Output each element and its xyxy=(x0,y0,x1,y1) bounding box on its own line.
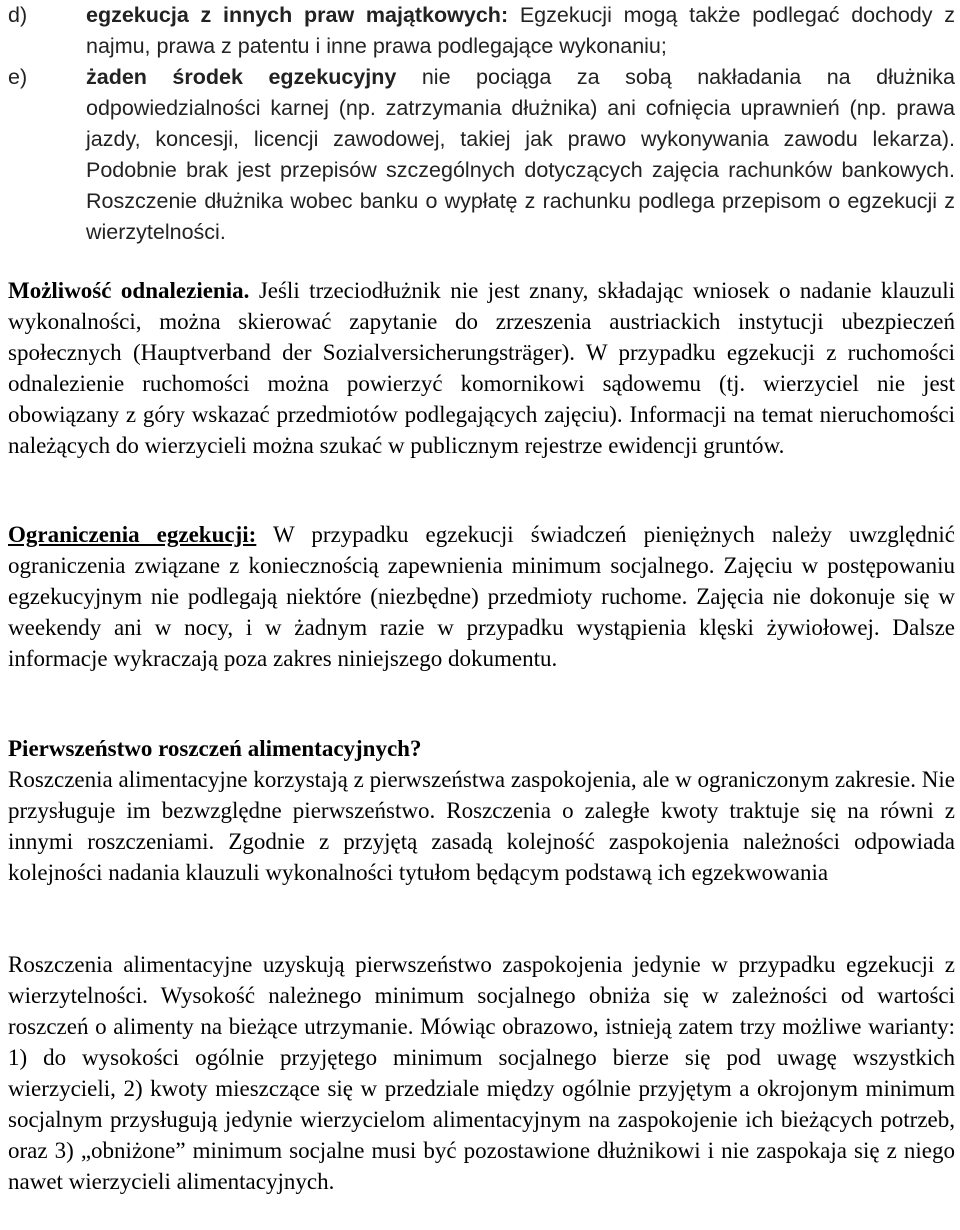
list-item-text: nie pociąga za sobą nakładania na dłużnika odpowiedzialności karnej (np. zatrzymania dłużnika) ani cofnięcia uprawnień (np. prawa jazdy, koncesji, licencji zawodowej, takiej jak prawo wykonywania zawodu lekarza). Podobnie brak jest przepisów szczególnych dotyczących zajęcia rachunków bankowych. Roszczenie dłużnika wobec banku o wypłatę z rachunku podlega przepisom o egzekucji z wierzytelności. xyxy=(86,65,956,244)
paragraph-text: Roszczenia alimentacyjne uzyskują pierwszeństwo zaspokojenia jedynie w przypadku egzekucji z wierzytelności. Wysokość należnego minimum socjalnego obniża się w zależności od wartości roszczeń o alimenty na bieżące utrzymanie. Mówiąc obrazowo, istnieją zatem trzy możliwe warianty: 1) do wysokości ogólnie przyjętego minimum socjalnego bierze się pod uwagę wszystkich wierzycieli, 2) kwoty mieszczące się w przedziale między ogólnie przyjętym a okrojonym minimum socjalnym przysługują jedynie wierzycielom alimentacyjnym na zaspokojenie ich bieżących potrzeb, oraz 3) „obniżone” minimum socjalne musi być pozostawione dłużnikowi i nie zaspokaja się z niego nawet wierzycieli alimentacyjnych. xyxy=(8,952,955,1194)
section-heading: Pierwszeństwo roszczeń alimentacyjnych? xyxy=(8,736,422,761)
section-maintenance-priority xyxy=(8,733,955,888)
section-heading: Ograniczenia egzekucji: xyxy=(8,522,257,547)
section-heading: Możliwość odnalezienia. xyxy=(8,278,250,303)
list-item-label: e) xyxy=(8,65,28,89)
section-enforcement-limits xyxy=(8,519,955,674)
list-item-text: Egzekucji mogą także podlegać dochody z najmu, prawa z patentu i inne prawa podlegające wykonaniu; xyxy=(86,3,955,58)
list-item-heading: egzekucja z innych praw majątkowych: xyxy=(86,3,509,27)
paragraph-final xyxy=(8,949,955,1197)
section-possibility-of-locating xyxy=(8,275,955,461)
section-text: W przypadku egzekucji świadczeń pieniężnych należy uwzględnić ograniczenia związane z koniecznością zapewnienia minimum socjalnego. Zajęciu w postępowaniu egzekucyjnym nie podlegają niektóre (niezbędne) przedmioty ruchome. Zajęcia nie dokonuje się w weekendy ani w nocy, i w żadnym razie w przypadku wystąpienia klęski żywiołowej. Dalsze informacje wykraczają poza zakres niniejszego dokumentu. xyxy=(8,522,955,671)
list-item-e xyxy=(0,62,955,248)
section-text: Jeśli trzeciodłużnik nie jest znany, składając wniosek o nadanie klauzuli wykonalności, można skierować zapytanie do zrzeszenia austriackich instytucji ubezpieczeń społecznych (Hauptverband der Sozialversicherungsträger). W przypadku egzekucji z ruchomości odnalezienie ruchomości można powierzyć komornikowi sądowemu (tj. wierzyciel nie jest obowiązany z góry wskazać przedmiotów podlegających zajęciu). Informacji na temat nieruchomości należących do wierzycieli można szukać w publicznym rejestrze ewidencji gruntów. xyxy=(8,278,956,458)
list-item-d xyxy=(0,0,955,62)
section-text: Roszczenia alimentacyjne korzystają z pierwszeństwa zaspokojenia, ale w ograniczonym zakresie. Nie przysługuje im bezwzględne pierwszeństwo. Roszczenia o zaległe kwoty traktuje się na równi z innymi roszczeniami. Zgodnie z przyjętą zasadą kolejność zaspokojenia należności odpowiada kolejności nadania klauzuli wykonalności tytułom będącym podstawą ich egzekwowania xyxy=(8,767,955,885)
list-item-heading: żaden środek egzekucyjny xyxy=(86,65,397,89)
list-item-label: d) xyxy=(8,3,28,27)
